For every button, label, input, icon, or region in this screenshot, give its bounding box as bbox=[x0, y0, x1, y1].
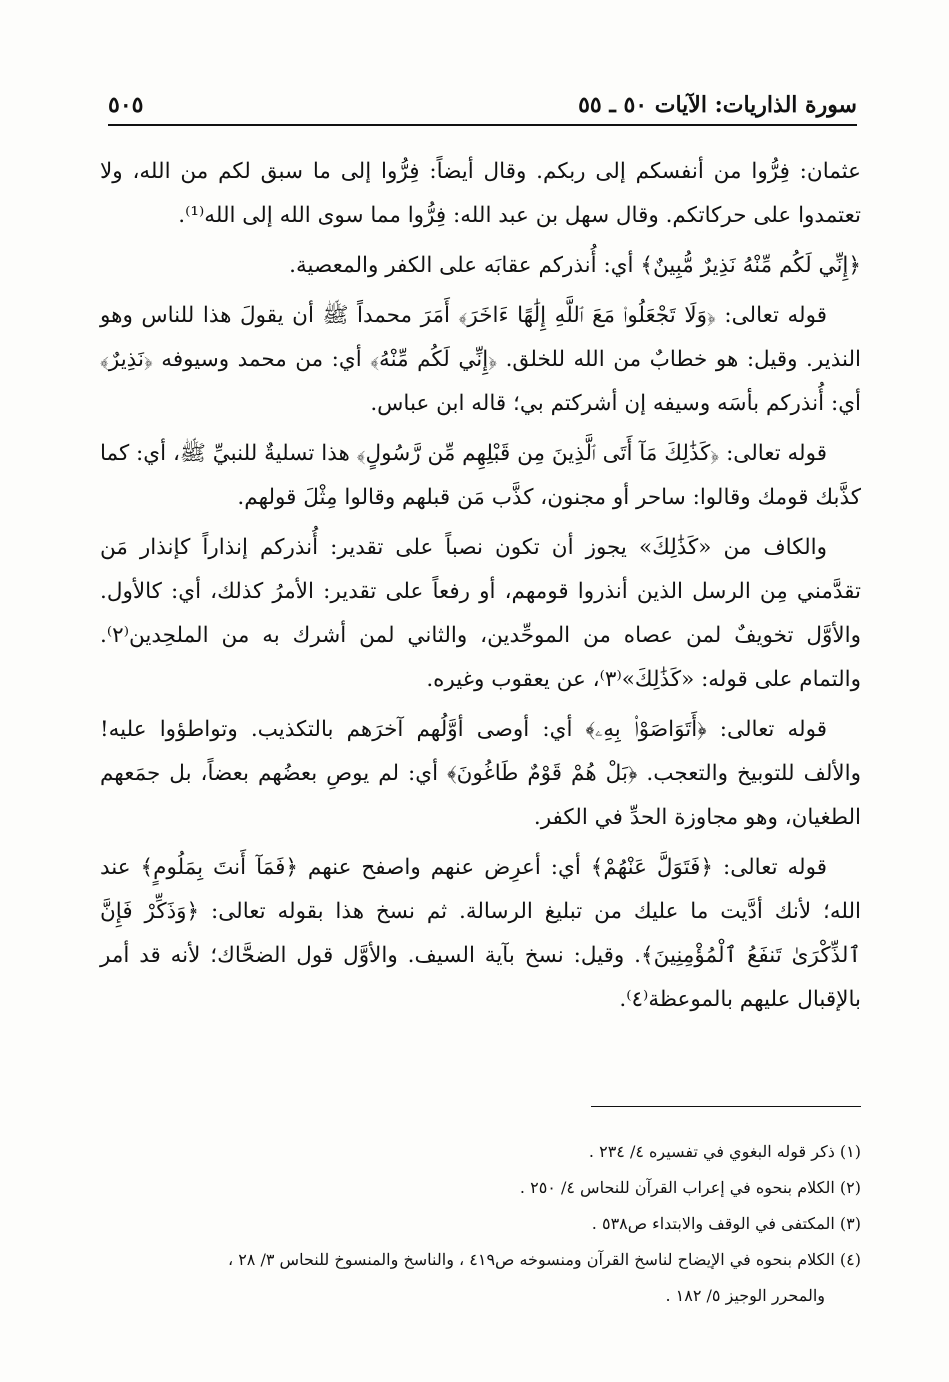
footnote-continuation: والمحرر الوجيز ٥/ ١٨٢ . bbox=[665, 1286, 825, 1305]
footnote: (٢) الكلام بنحوه في إعراب القرآن للنحاس ٤/ ٢٥٠ . bbox=[519, 1178, 861, 1197]
paragraph: قوله تعالى: ﴿وَلَا تَجْعَلُوا۟ مَعَ ٱللَّهِ إِلَٰهًا ءَاخَرَ﴾ أَمَرَ محمداً ﷺ أن يقولَ هذا للناس وهو النذير. وقيل: هو خطابٌ من الله للخلق. ﴿إِنِّي لَكُم مِّنْهُ﴾ أي: من محمد وسيوفه ﴿نَذِيرٌ﴾ أي: أُنذركم بأسَه وسيفه إن أشركتم بي؛ قاله ابن عباس. bbox=[100, 303, 861, 416]
page-number: ٥٠٥ bbox=[108, 92, 144, 118]
paragraph: قوله تعالى: ﴿أَتَوَاصَوْا۟ بِهِۦ﴾ أي: أوصى أوَّلُهم آخرَهم بالتكذيب. وتواطؤوا عليه! والألف للتوبيخ والتعجب. ﴿بَلْ هُمْ قَوْمٌ طَاغُونَ﴾ أي: لم يوصِ بعضُهم بعضاً، بل جمَعهم الطغيان، وهو مجاوزة الحدِّ في الكفر. bbox=[100, 717, 861, 830]
paragraph: ﴿إِنِّي لَكُم مِّنْهُ نَذِيرٌ مُّبِينٌ﴾ أي: أُنذركم عقابَه على الكفر والمعصية. bbox=[289, 253, 861, 278]
footnotes bbox=[86, 1134, 861, 1314]
paragraph: والكاف من «كَذَٰلِكَ» يجوز أن تكون نصباً على تقدير: أُنذركم إنذاراً كإنذار مَن تقدَّمني مِن الرسل الذين أنذروا قومهم، أو رفعاً على تقدير: الأمرُ كذلك، أي: كالأول. والأوَّل تخويفٌ لمن عصاه من الموحِّدين، والثاني لمن أشرك به من الملحِدين⁽٢⁾. والتمام على قوله: «كَذَٰلِكَ»⁽٣⁾، عن يعقوب وغيره. bbox=[100, 535, 861, 692]
paragraph: قوله تعالى: ﴿كَذَٰلِكَ مَآ أَتَى ٱلَّذِينَ مِن قَبْلِهِم مِّن رَّسُولٍ﴾ هذا تسليةٌ للنبيِّ ﷺ، أي: كما كذَّبك قومك وقالوا: ساحر أو مجنون، كذَّب مَن قبلهم وقالوا مِثْلَ قولهم. bbox=[100, 441, 861, 510]
main-text bbox=[100, 150, 861, 1028]
footnote: (٣) المكتفى في الوقف والابتداء ص٥٣٨ . bbox=[591, 1214, 861, 1233]
footnote: (٤) الكلام بنحوه في الإيضاح لناسخ القرآن ومنسوخه ص٤١٩ ، والناسخ والمنسوخ للنحاس ٣/ ٢٨ ، bbox=[227, 1250, 861, 1269]
running-title: سورة الذاريات: الآيات ٥٠ ـ ٥٥ bbox=[578, 92, 857, 118]
page-header bbox=[108, 78, 857, 126]
footnote-separator bbox=[591, 1106, 861, 1107]
paragraph: قوله تعالى: ﴿فَتَوَلَّ عَنْهُمْ﴾ أي: أعرِض عنهم واصفح عنهم ﴿فَمَآ أَنتَ بِمَلُومٍ﴾ عند الله؛ لأنك أدَّيت ما عليك من تبليغ الرسالة. ثم نسخ هذا بقوله تعالى: ﴿وَذَكِّرْ فَإِنَّ ٱلذِّكْرَىٰ تَنفَعُ ٱلْمُؤْمِنِينَ﴾. وقيل: نسخ بآية السيف. والأوَّل قول الضحَّاك؛ لأنه قد أمر بالإقبال عليهم بالموعظة⁽٤⁾. bbox=[100, 855, 861, 1012]
paragraph: عثمان: فِرُّوا من أنفسكم إلى ربكم. وقال أيضاً: فِرُّوا إلى ما سبق لكم من الله، ولا تعتمدوا على حركاتكم. وقال سهل بن عبد الله: فِرُّوا مما سوى الله إلى الله⁽¹⁾. bbox=[100, 159, 861, 228]
footnote: (١) ذكر قوله البغوي في تفسيره ٤/ ٢٣٤ . bbox=[588, 1142, 861, 1161]
